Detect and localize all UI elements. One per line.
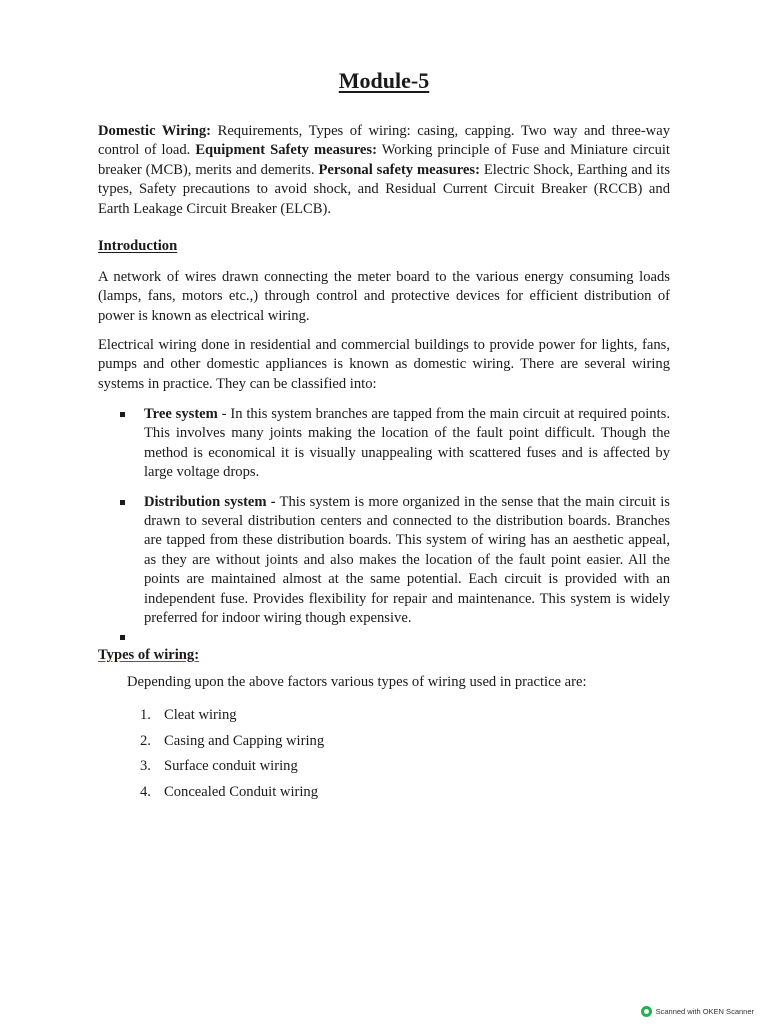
item-number: 2. [140,732,151,749]
list-item [140,732,324,758]
wiring-systems-list [120,405,670,647]
list-item [140,783,324,809]
item-number: 1. [140,707,151,723]
list-item-empty [120,628,670,647]
introduction-heading: Introduction [98,238,178,254]
bullet-square-icon [120,635,125,640]
item-number: 3. [140,758,151,775]
list-item [140,706,324,732]
personal-safety-label: Personal safety measures: [318,161,480,178]
page-title: Module-5 [338,68,430,93]
bullet-square-icon [120,500,125,505]
item-label: Casing and Capping wiring [164,732,325,749]
list-item [120,493,670,629]
item-number: 4. [140,783,151,800]
distribution-system-text: This system is more organized in the sense that the main circuit is drawn to several distribution centers and connected to the distribution boards. Branches are tapped from these distribution boards. This system of wiring has an aesthetic appeal, as they are without joints and also makes the location of the fault point easier. All the points are maintained almost at the same potential. Each circuit is provided with an independent fuse. Provides flexibility for repair and maintenance. This system is widely preferred for indoor wiring though expensive. [144,493,670,627]
list-item [120,405,670,483]
introduction-paragraph-2: Electrical wiring done in residential and commercial buildings to provide power for lights, fans, pumps and other domestic appliances is known as domestic wiring. There are several wiring systems in practice. They can be classified into: [98,337,670,392]
tree-system-label: Tree system [144,406,218,422]
domestic-wiring-text: Requirements, Types of wiring: casing, capping. Two way and three-way control of load. [98,123,670,159]
tree-system-text: - In this system branches are tapped from the main circuit at required points. This involves many joints making the location of the fault point difficult. Though the method is economical it is visually unappealing with scattered fuses and is affected by large voltage drops. [144,406,670,481]
personal-safety-text: Electric Shock, Earthing and its types, Safety precautions to avoid shock, and Residual Current Circuit Breaker (RCCB) and Earth Leakage Circuit Breaker (ELCB). [98,161,670,217]
scanner-watermark [641,1006,754,1017]
item-label: Cleat wiring [164,707,237,723]
item-label: Concealed Conduit wiring [164,783,319,800]
introduction-paragraph-1: A network of wires drawn connecting the meter board to the various energy consuming loads (lamps, fans, motors etc.,) through control and protective devices for efficient distribution of power is known as electrical wiring. [98,269,670,324]
equipment-safety-text: Working principle of Fuse and Miniature circuit breaker (MCB), merits and demerits. [98,142,670,178]
bullet-square-icon [120,412,125,417]
module-overview [98,122,670,219]
wiring-types-list [140,706,324,808]
domestic-wiring-label: Domestic Wiring: [98,123,212,139]
equipment-safety-label: Equipment Safety measures: [195,142,377,159]
distribution-system-label: Distribution system - [144,493,276,510]
scanner-text: Scanned with OKEN Scanner [655,1007,754,1016]
item-label: Surface conduit wiring [164,758,298,775]
types-of-wiring-intro: Depending upon the above factors various types of wiring used in practice are: [127,674,587,690]
types-of-wiring-heading: Types of wiring: [98,647,200,663]
scanner-logo-icon [641,1006,652,1017]
list-item [140,757,324,783]
